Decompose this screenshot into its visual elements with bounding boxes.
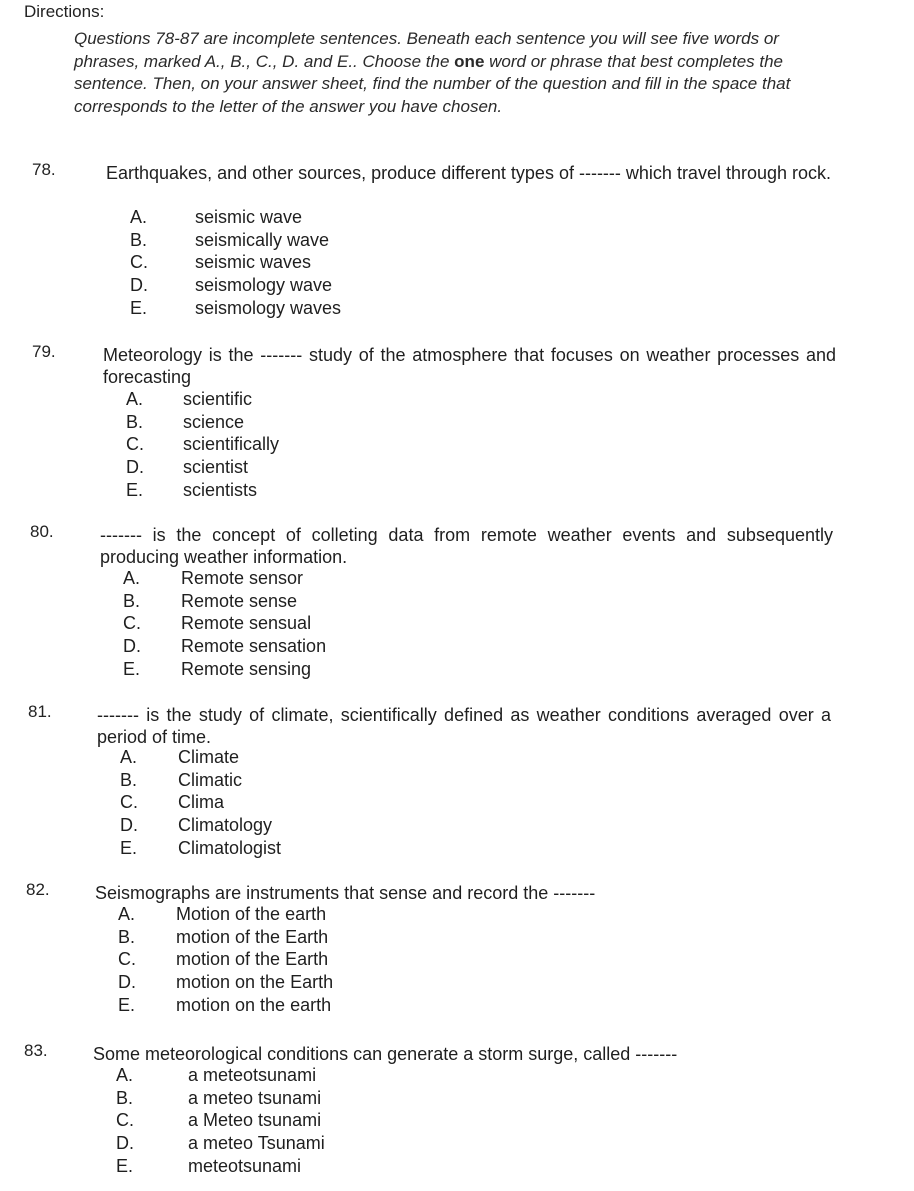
option-text: Remote sensing (181, 658, 312, 679)
option-text: Climate (178, 747, 240, 767)
option-text: Clima (178, 792, 225, 813)
option-letter: D. (116, 1133, 134, 1154)
answer-option-c (130, 251, 630, 273)
option-letter: C. (120, 792, 138, 813)
option-text: Motion of the earth (176, 904, 327, 924)
directions-heading: Directions: (24, 2, 105, 21)
question-number: 79. (32, 342, 56, 361)
option-letter: B. (118, 926, 136, 947)
answer-option-c (120, 791, 620, 813)
option-letter: B. (126, 411, 144, 432)
option-text: seismic waves (195, 252, 312, 273)
question-stem: ------- is the concept of colleting data from remote weather events and subsequently producing weather information. (100, 525, 833, 567)
answer-option-a (116, 1064, 616, 1086)
option-text: a meteo tsunami (188, 1087, 322, 1108)
option-letter: C. (130, 252, 148, 273)
option-text: a meteo Tsunami (188, 1133, 325, 1154)
answer-option-d (130, 274, 630, 296)
option-letter: C. (123, 613, 141, 634)
option-text: scientists (183, 479, 258, 500)
directions-text (74, 28, 794, 118)
option-text: seismic wave (195, 207, 303, 227)
question-stem: Meteorology is the ------- study of the atmosphere that focuses on weather processes and forecasting (103, 345, 836, 387)
option-letter: A. (130, 207, 148, 227)
option-letter: E. (116, 1155, 134, 1176)
option-text: Climatology (178, 815, 273, 836)
answer-option-b (123, 590, 623, 612)
option-letter: C. (116, 1110, 134, 1131)
option-letter: B. (130, 229, 148, 250)
option-text: seismically wave (195, 229, 330, 250)
option-letter: E. (120, 837, 138, 858)
answer-option-e (130, 297, 630, 319)
option-letter: D. (118, 972, 136, 993)
answer-option-b (116, 1087, 616, 1109)
answer-option-e (118, 994, 618, 1016)
answer-option-e (126, 479, 626, 501)
answer-option-e (123, 658, 623, 680)
answer-option-a (118, 903, 618, 925)
question-number: 81. (28, 702, 52, 721)
option-text: motion of the Earth (176, 949, 329, 970)
answer-option-b (126, 411, 626, 433)
option-letter: E. (126, 479, 144, 500)
question-number: 80. (30, 522, 54, 541)
option-letter: D. (130, 275, 148, 296)
option-text: motion on the Earth (176, 972, 334, 993)
answer-option-c (126, 433, 626, 455)
answer-option-c (116, 1109, 616, 1131)
option-letter: A. (123, 568, 141, 588)
option-letter: E. (118, 994, 136, 1015)
answer-option-d (120, 814, 620, 836)
option-text: Climatologist (178, 837, 282, 858)
option-text: Remote sensation (181, 636, 327, 657)
option-text: Remote sensual (181, 613, 312, 634)
answer-option-a (126, 388, 626, 410)
answer-option-a (120, 746, 620, 768)
question-stem: Seismographs are instruments that sense and record the ------- (95, 883, 596, 903)
option-letter: D. (123, 636, 141, 657)
answer-option-b (118, 926, 618, 948)
directions-text-end: word or phrase that best completes the sentence. Then, on your answer sheet, find the number of the question and fill in the space that corresponds to the letter of the answer you have chosen. (74, 51, 791, 116)
directions-text-start: Questions 78-87 are incomplete sentences. Beneath each sentence you will see five words or phrases, marked A., B., C., D. and E.. Choose the (74, 29, 779, 71)
option-text: motion of the Earth (176, 926, 329, 947)
question-stem: Some meteorological conditions can generate a storm surge, called ------- (93, 1044, 678, 1064)
answer-option-c (123, 612, 623, 634)
option-text: meteotsunami (188, 1155, 302, 1176)
answer-option-d (123, 635, 623, 657)
option-text: a Meteo tsunami (188, 1110, 322, 1131)
option-letter: D. (120, 815, 138, 836)
option-letter: A. (116, 1065, 134, 1085)
option-letter: E. (130, 297, 148, 318)
option-letter: C. (126, 434, 144, 455)
question-number: 82. (26, 880, 50, 899)
option-text: Remote sense (181, 590, 298, 611)
option-text: seismology wave (195, 275, 333, 296)
option-letter: A. (118, 904, 136, 924)
answer-option-d (126, 456, 626, 478)
question-stem: ------- is the study of climate, scientifically defined as weather conditions averaged over a period of time. (97, 705, 831, 747)
answer-option-a (123, 567, 623, 589)
answer-option-b (130, 229, 630, 251)
answer-option-c (118, 948, 618, 970)
option-text: scientist (183, 457, 249, 478)
question-number: 78. (32, 160, 56, 179)
option-text: seismology waves (195, 297, 342, 318)
option-text: Remote sensor (181, 568, 304, 588)
answer-option-e (116, 1155, 616, 1177)
option-letter: B. (123, 590, 141, 611)
option-letter: B. (116, 1087, 134, 1108)
option-letter: A. (120, 747, 138, 767)
option-text: Climatic (178, 769, 243, 790)
option-text: scientific (183, 389, 253, 409)
answer-option-b (120, 769, 620, 791)
option-text: science (183, 411, 245, 432)
option-letter: A. (126, 389, 144, 409)
question-number: 83. (24, 1041, 48, 1060)
answer-option-a (130, 206, 630, 228)
option-letter: D. (126, 457, 144, 478)
answer-option-d (118, 971, 618, 993)
answer-option-e (120, 837, 620, 859)
option-text: scientifically (183, 434, 280, 455)
option-letter: C. (118, 949, 136, 970)
question-stem: Earthquakes, and other sources, produce different types of ------- which travel through rock. (106, 163, 832, 183)
option-letter: B. (120, 769, 138, 790)
option-letter: E. (123, 658, 141, 679)
option-text: a meteotsunami (188, 1065, 317, 1085)
directions-bold-word: one (454, 51, 485, 71)
answer-option-d (116, 1132, 616, 1154)
option-text: motion on the earth (176, 994, 332, 1015)
